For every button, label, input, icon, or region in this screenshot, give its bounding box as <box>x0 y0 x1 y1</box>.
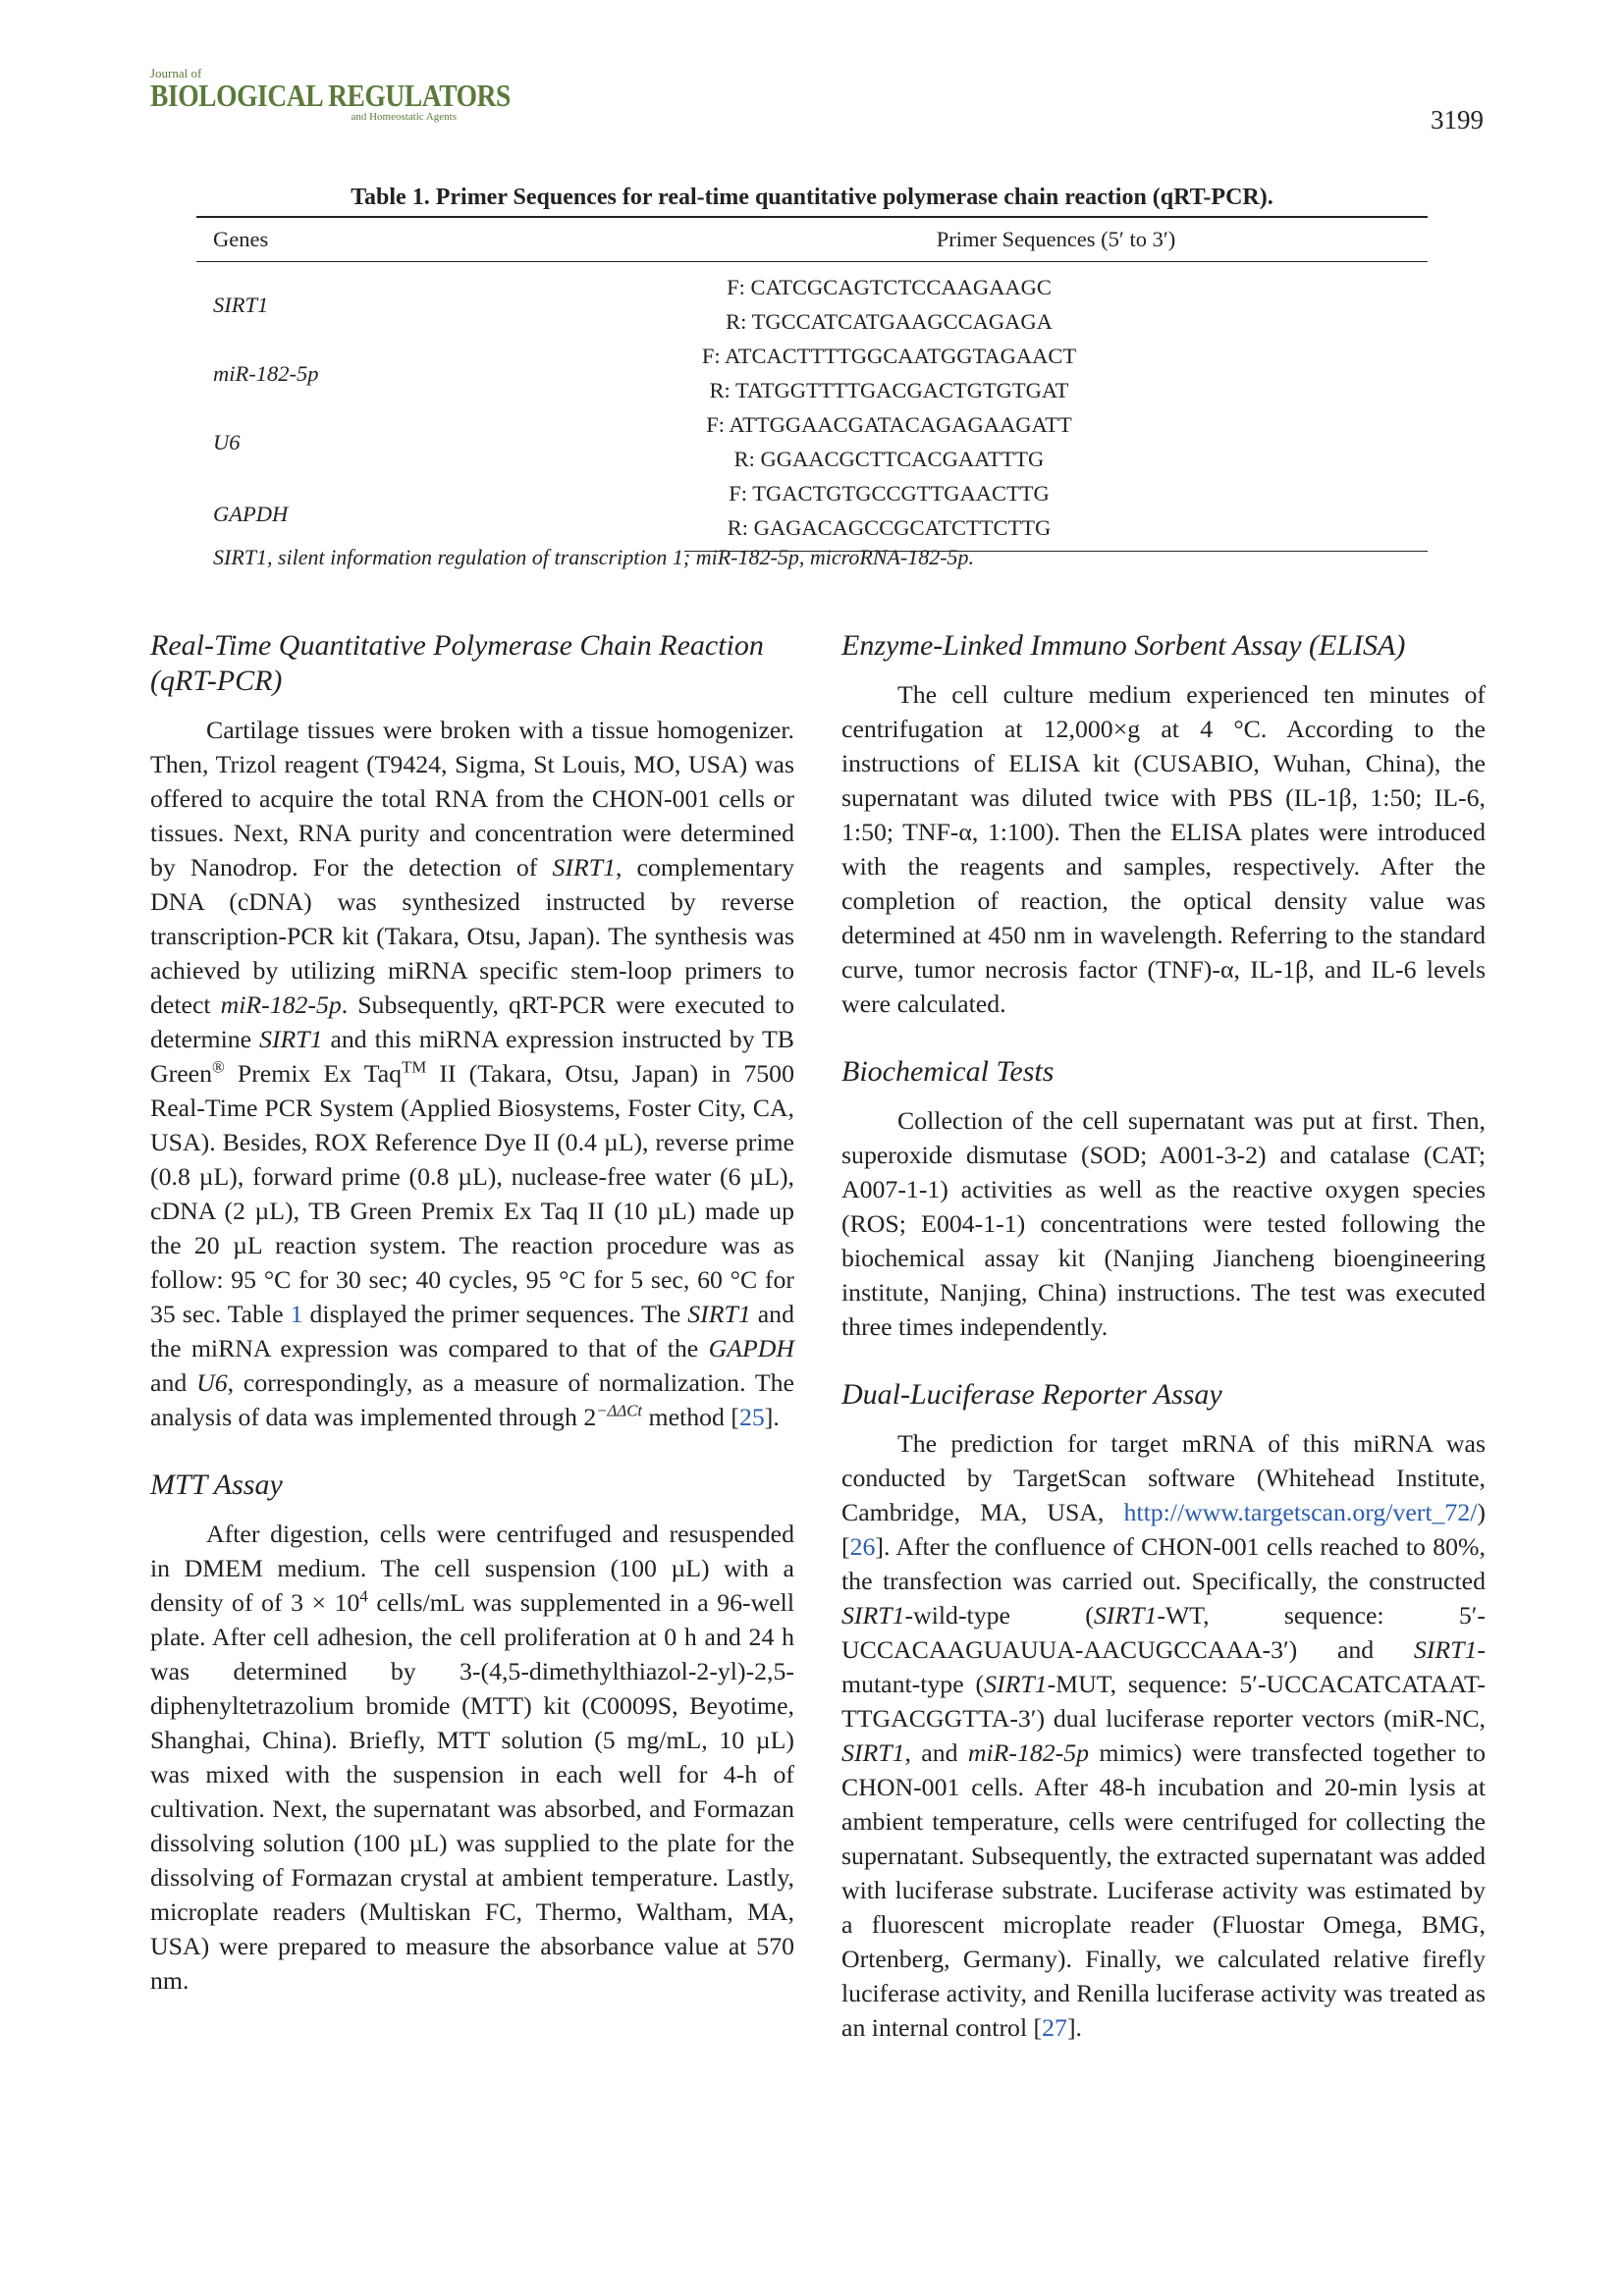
gene-cell: SIRT1 <box>213 292 269 317</box>
right-column <box>841 628 1486 2045</box>
left-column <box>150 628 794 1998</box>
table-footnote: SIRT1, silent information regulation of transcription 1; miR-182-5p, microRNA-182-5p. <box>213 545 975 569</box>
table-row <box>196 407 1428 442</box>
primer-forward: F: ATCACTTTTGGCAATGGTAGAACT <box>701 344 1077 368</box>
journal-logo <box>150 66 511 123</box>
section-heading-qrt-pcr: Real-Time Quantitative Polymerase Chain Reaction (qRT-PCR) <box>150 629 764 697</box>
paragraph-elisa: The cell culture medium experienced ten minutes of centrifugation at 12,000×g at 4 °C. According to the instructions of ELISA kit (CUSABIO, Wuhan, China), the supernatant was diluted twice with PBS (IL-1β, 1:50; IL-6, 1:50; TNF-α, 1:100). Then the ELISA plates were introduced with the reagents and samples, respectively. After the completion of reaction, the optical density value was determined at 450 nm in wavelength. Referring to the standard curve, tumor necrosis factor (TNF)-α, IL-1β, and IL-6 levels were calculated. <box>841 680 1486 1018</box>
table-header-genes: Genes <box>196 217 684 262</box>
journal-logo-top: Journal of <box>150 66 202 80</box>
gene-cell: miR-182-5p <box>213 360 319 386</box>
citation-link-27[interactable]: 27 <box>1042 2013 1067 2042</box>
table-caption: Table 1. Primer Sequences for real-time quantitative polymerase chain reaction (qRT-PCR). <box>351 185 1273 210</box>
section-heading-biochemical: Biochemical Tests <box>841 1055 1055 1088</box>
primer-forward: F: CATCGCAGTCTCCAAGAAGC <box>727 275 1052 299</box>
journal-logo-subtitle: and Homeostatic Agents <box>351 111 457 123</box>
section-heading-mtt: MTT Assay <box>150 1468 283 1501</box>
primer-forward: F: TGACTGTGCCGTTGAACTTG <box>729 481 1050 506</box>
delta-ct-formula: $2^{-\Delta\Delta Ct}$ <box>583 1401 643 1431</box>
primer-reverse: R: TGCCATCATGAAGCCAGAGA <box>726 309 1053 334</box>
paragraph-biochemical: Collection of the cell supernatant was put at first. Then, superoxide dismutase (SOD; A001-3-2) and catalase (CAT; A007-1-1) activities as well as the reactive oxygen species (ROS; E004-1-1) concentrations were tested following the biochemical assay kit (Nanjing Jiancheng bioengineering institute, Nanjing, China) instructions. The test was executed three times independently. <box>841 1106 1486 1341</box>
citation-link-25[interactable]: 25 <box>738 1403 765 1431</box>
citation-link-26[interactable]: 26 <box>849 1532 876 1561</box>
table-reference-link[interactable]: 1 <box>290 1300 303 1328</box>
page-number: 3199 <box>1431 105 1484 134</box>
section-heading-dual-luciferase: Dual-Luciferase Reporter Assay <box>841 1378 1222 1411</box>
section-heading-elisa: Enzyme-Linked Immuno Sorbent Assay (ELISA) <box>841 629 1406 662</box>
primer-reverse: R: TATGGTTTTGACGACTGTGTGAT <box>709 378 1069 402</box>
primer-reverse: R: GAGACAGCCGCATCTTCTTG <box>684 510 1428 552</box>
journal-logo-title: BIOLOGICAL REGULATORS <box>150 78 511 113</box>
table-row <box>196 339 1428 373</box>
paragraph-mtt: After digestion, cells were centrifuged and resuspended in DMEM medium. The cell suspension (100 µL) with a density of of $3 \times 10^4$ cells/mL was supplemented in a 96-well plate. After cell adhesion, the cell proliferation at 0 h and 24 h was determined by 3-(4,5-dimethylthiazol-2-yl)-2,5-diphenyltetrazolium bromide (MTT) kit (C0009S, Beyotime, Shanghai, China). Briefly, MTT solution (5 mg/mL, 10 µL) was mixed with the suspension in each well for 4-h of cultivation. Next, the supernatant was absorbed, and Formazan dissolving solution (100 µL) was supplied to the plate for the dissolving of Formazan crystal at ambient temperature. Lastly, microplate readers (Multiskan FC, Thermo, Waltham, MA, USA) were prepared to measure the absorbance value at 570 nm. <box>150 1520 795 1995</box>
table-header-primers: Primer Sequences (5′ to 3′) <box>684 217 1428 262</box>
gene-cell: GAPDH <box>213 501 289 526</box>
table-row <box>196 262 1428 305</box>
paragraph-dual-luciferase: The prediction for target mRNA of this miRNA was conducted by TargetScan software (Whitehead Institute, Cambridge, MA, USA, http://www.targetscan.org/vert_72/) [26]. After the confluence of CHON-001 cells reached to 80%, the transfection was carried out. Specifically, the constructed SIRT1-wild-type (SIRT1-WT, sequence: 5′-UCCACAAGUAUUA-AACUGCCAAA-3′) and SIRT1-mutant-type (SIRT1-MUT, sequence: 5′-UCCACATCATAAT-TTGACGGTTA-3′) dual luciferase reporter vectors (miR-NC, SIRT1, and miR-182-5p mimics) were transfected together to CHON-001 cells. After 48-h incubation and 20-min lysis at ambient temperature, cells were centrifuged for collecting the supernatant. Subsequently, the extracted supernatant was added with luciferase substrate. Luciferase activity was estimated by a fluorescent microplate reader (Fluostar Omega, BMG, Ortenberg, Germany). Finally, we calculated relative firefly luciferase activity, and Renilla luciferase activity was treated as an internal control [27]. <box>841 1429 1486 2042</box>
paragraph-qrt-pcr: Cartilage tissues were broken with a tissue homogenizer. Then, Trizol reagent (T9424, Sigma, St Louis, MO, USA) was offered to acquire the total RNA from the CHON-001 cells or tissues. Next, RNA purity and concentration were determined by Nanodrop. For the detection of SIRT1, complementary DNA (cDNA) was synthesized instructed by reverse transcription-PCR kit (Takara, Otsu, Japan). The synthesis was achieved by utilizing miRNA specific stem-loop primers to detect miR-182-5p. Subsequently, qRT-PCR were executed to determine SIRT1 and this miRNA expression instructed by TB Green® Premix Ex Taq™ II (Takara, Otsu, Japan) in 7500 Real-Time PCR System (Applied Biosystems, Foster City, CA, USA). Besides, ROX Reference Dye II (0.4 µL), reverse prime (0.8 µL), forward prime (0.8 µL), nuclease-free water (6 µL), cDNA (2 µL), TB Green Premix Ex Taq II (10 µL) made up the 20 µL reaction system. The reaction procedure was as follow: 95 °C for 30 sec; 40 cycles, 95 °C for 5 sec, 60 °C for 35 sec. Table 1 displayed the primer sequences. The SIRT1 and the miRNA expression was compared to that of the GAPDH and U6, correspondingly, as a measure of normalization. The analysis of data was implemented through $2^{-\Delta\Delta Ct}$ method [25]. <box>150 716 794 1431</box>
gene-cell: U6 <box>213 429 241 454</box>
primer-table <box>196 216 1428 552</box>
primer-reverse: R: GGAACGCTTCACGAATTTG <box>733 447 1045 471</box>
primer-forward: F: ATTGGAACGATACAGAGAAGATT <box>706 412 1072 437</box>
targetscan-url-link[interactable]: http://www.targetscan.org/vert_72/ <box>1123 1498 1478 1526</box>
table-header-row <box>196 217 1428 262</box>
table-row <box>196 476 1428 510</box>
